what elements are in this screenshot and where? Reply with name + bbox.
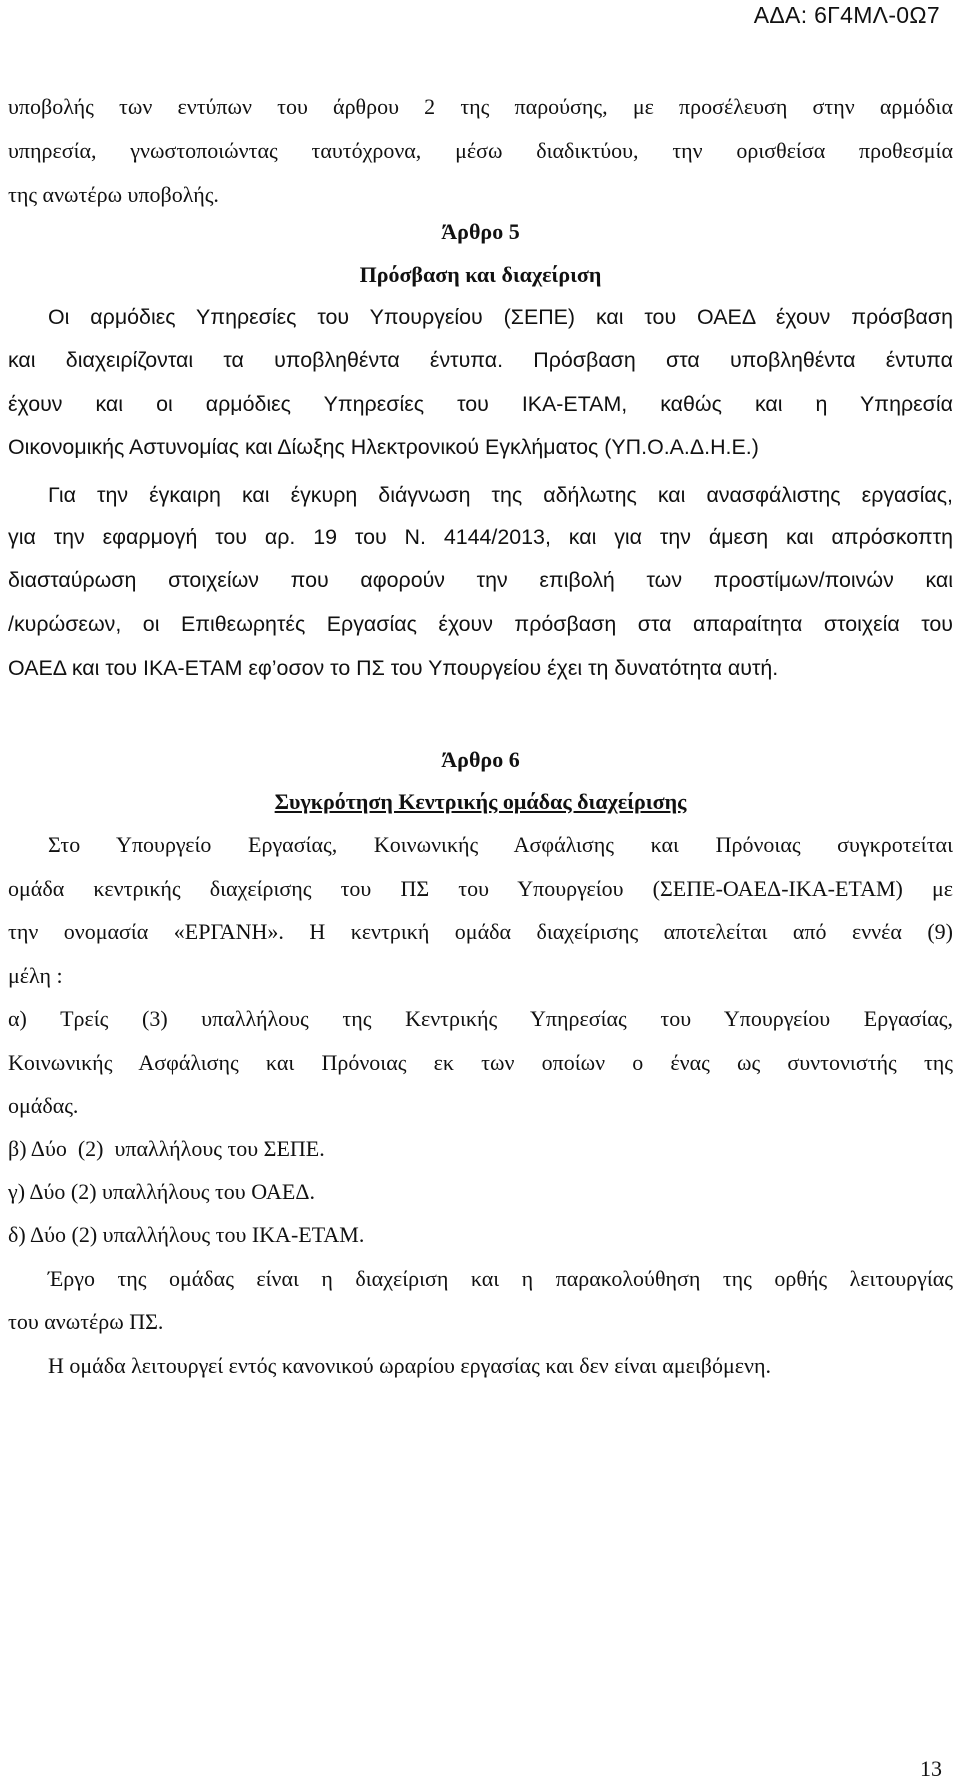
article6-para1-line: την ονομασία «ΕΡΓΑΝΗ». Η κεντρική ομάδα διαχείρισης αποτελείται από εννέα (9)	[8, 919, 953, 944]
article5-para1-line: Οι αρμόδιες Υπηρεσίες του Υπουργείου (ΣΕΠΕ) και του ΟΑΕΔ έχουν πρόσβαση	[48, 305, 953, 329]
intro-line: υποβολής των εντύπων του άρθρου 2 της παρούσης, με προσέλευση στην αρμόδια	[8, 94, 953, 119]
article6-item-a-line: α) Τρείς (3) υπαλλήλους της Κεντρικής Υπηρεσίας του Υπουργείου Εργασίας,	[8, 1006, 953, 1031]
article6-item-b: β) Δύο (2) υπαλλήλους του ΣΕΠΕ.	[8, 1136, 325, 1161]
article5-para1-line: έχουν και οι αρμόδιες Υπηρεσίες του ΙΚΑ-ΕΤΑΜ, καθώς και η Υπηρεσία	[8, 392, 953, 416]
article6-item-d: δ) Δύο (2) υπαλλήλους του ΙΚΑ-ΕΤΑΜ.	[8, 1222, 365, 1247]
intro-line: υπηρεσία, γνωστοποιώντας ταυτόχρονα, μέσω διαδικτύου, την ορισθείσα προθεσμία	[8, 138, 953, 163]
article6-closing: Η ομάδα λειτουργεί εντός κανονικού ωραρίου εργασίας και δεν είναι αμειβόμενη.	[48, 1353, 771, 1378]
article5-para2-line: Για την έγκαιρη και έγκυρη διάγνωση της αδήλωτης και ανασφάλιστης εργασίας,	[48, 483, 953, 507]
article6-work-line: του ανωτέρω ΠΣ.	[8, 1309, 164, 1334]
article5-title: Πρόσβαση και διαχείριση	[359, 262, 602, 287]
article5-para2-line: διασταύρωση στοιχείων που αφορούν την επιβολή των προστίμων/ποινών και	[8, 568, 953, 592]
ada-code: ΑΔΑ: 6Γ4ΜΛ-0Ω7	[753, 2, 940, 28]
article6-para1-line: ομάδα κεντρικής διαχείρισης του ΠΣ του Υπουργείου (ΣΕΠΕ-ΟΑΕΔ-ΙΚΑ-ΕΤΑΜ) με	[8, 876, 953, 901]
article6-para1-line: Στο Υπουργείο Εργασίας, Κοινωνικής Ασφάλισης και Πρόνοιας συγκροτείται	[48, 832, 953, 857]
page-number: 13	[920, 1756, 942, 1781]
article6-work-line: Έργο της ομάδας είναι η διαχείριση και η παρακολούθηση της ορθής λειτουργίας	[48, 1266, 953, 1291]
article5-para2-line: για την εφαρμογή του αρ. 19 του Ν. 4144/2013, και για την άμεση και απρόσκοπτη	[8, 525, 953, 549]
article6-item-a-line: ομάδας.	[8, 1093, 79, 1118]
article6-item-c: γ) Δύο (2) υπαλλήλους του ΟΑΕΔ.	[8, 1179, 316, 1204]
article5-para2-line: ΟΑΕΔ και του ΙΚΑ-ΕΤΑΜ εφ’οσον το ΠΣ του Υπουργείου έχει τη δυνατότητα αυτή.	[8, 656, 779, 680]
article5-number: Άρθρο 5	[441, 219, 520, 244]
article6-para1-line: μέλη :	[8, 963, 63, 988]
article5-para1-line: Οικονομικής Αστυνομίας και Δίωξης Ηλεκτρονικού Εγκλήματος (ΥΠ.Ο.Α.Δ.Η.Ε.)	[8, 435, 759, 459]
article6-title: Συγκρότηση Κεντρικής ομάδας διαχείρισης	[274, 789, 687, 814]
article6-number: Άρθρο 6	[441, 747, 520, 772]
intro-line: της ανωτέρω υποβολής.	[8, 182, 219, 207]
article5-para2-line: /κυρώσεων, οι Επιθεωρητές Εργασίας έχουν πρόσβαση στα απαραίτητα στοιχεία του	[8, 612, 953, 636]
article5-para1-line: και διαχειρίζονται τα υποβληθέντα έντυπα. Πρόσβαση στα υποβληθέντα έντυπα	[8, 348, 953, 372]
article6-item-a-line: Κοινωνικής Ασφάλισης και Πρόνοιας εκ των οποίων ο ένας ως συντονιστής της	[8, 1050, 953, 1075]
